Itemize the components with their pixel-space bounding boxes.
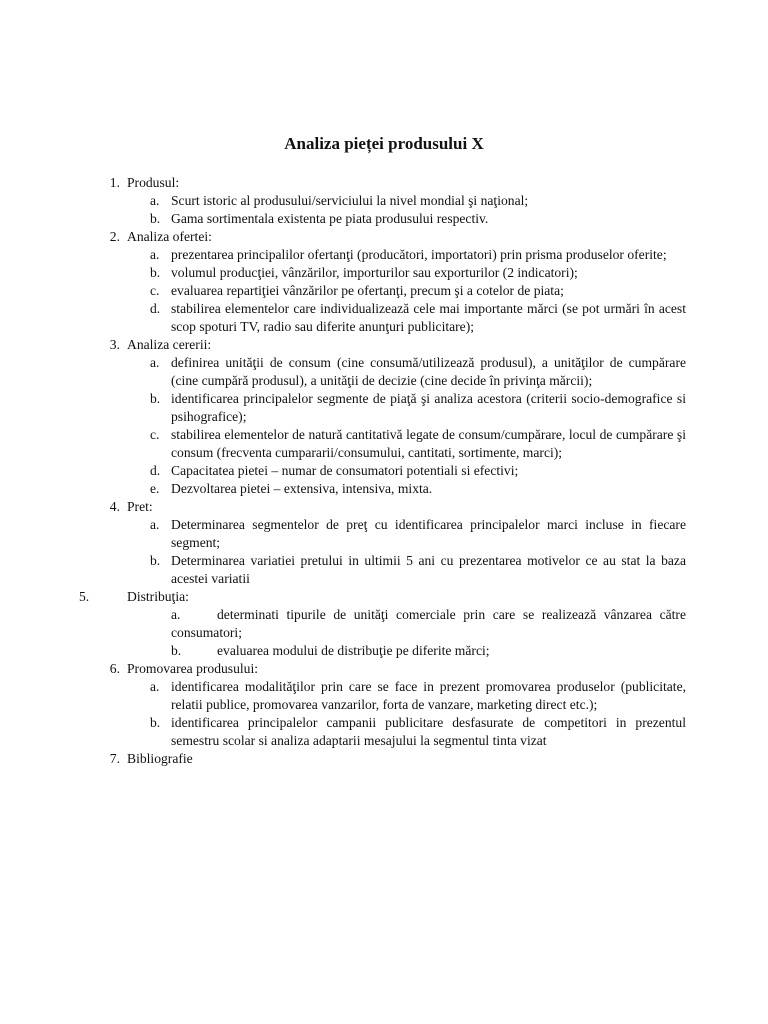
item-text: Gama sortimentala existenta pe piata produsului respectiv.	[171, 211, 489, 226]
item-letter: b.	[150, 553, 161, 568]
section-number: 6.	[109, 661, 120, 676]
item-letter: a.	[150, 355, 160, 370]
list-item	[0, 210, 768, 228]
list-item	[0, 552, 768, 588]
item-letter: a.	[150, 247, 160, 262]
item-letter: a.	[171, 607, 181, 622]
item-text: volumul producţiei, vânzărilor, importurilor sau exporturilor (2 indicatori);	[171, 265, 578, 280]
item-letter: e.	[150, 481, 160, 496]
item-text: evaluarea repartiţiei vânzărilor pe ofertanţi, precum şi a cotelor de piata;	[171, 283, 564, 298]
section-number: 3.	[109, 337, 120, 352]
section-label: Produsul:	[127, 175, 180, 190]
document-title: Analiza pieței produsului X	[284, 134, 484, 153]
section-label: Analiza cererii:	[127, 337, 212, 352]
item-letter: a.	[150, 517, 160, 532]
list-item	[0, 282, 768, 300]
item-text: Determinarea segmentelor de preţ cu identificarea principalelor marci incluse in fiecare segment;	[171, 517, 686, 550]
section-heading	[0, 750, 768, 768]
list-item	[0, 516, 768, 552]
section-heading	[0, 660, 768, 678]
section-number: 4.	[109, 499, 120, 514]
list-item	[0, 480, 768, 498]
section-heading	[0, 588, 768, 606]
list-item	[0, 714, 768, 750]
item-text: identificarea modalităţilor prin care se face in prezent promovarea produselor (publicitate, relatii publice, promovarea vanzarilor, forta de vanzare, marketing direct etc.);	[171, 679, 686, 712]
item-text: identificarea principalelor campanii publicitare desfasurate de competitori in prezentul semestru scolar si analiza adaptarii mesajului la segmentul tinta vizat	[171, 715, 686, 748]
item-text: definirea unităţii de consum (cine consumă/utilizează produsul), a unităţilor de cumpărare (cine cumpără produsul), a unităţii de decizie (cine decide în privinţa mărcii);	[171, 355, 686, 388]
item-letter: b.	[150, 211, 161, 226]
list-item	[0, 390, 768, 426]
item-text: prezentarea principalilor ofertanţi (producători, importatori) prin prisma produselor oferite;	[171, 247, 667, 262]
list-item	[0, 606, 768, 642]
item-text: identificarea principalelor segmente de piaţă şi analiza acestora (criterii socio-demografice si psihografice);	[171, 391, 686, 424]
section-label: Promovarea produsului:	[127, 661, 259, 676]
list-item	[0, 246, 768, 264]
section-number: 7.	[109, 751, 120, 766]
item-letter: c.	[150, 283, 160, 298]
section-number: 5.	[79, 589, 90, 604]
item-letter: a.	[150, 193, 160, 208]
list-item	[0, 642, 768, 660]
item-text: stabilirea elementelor de natură cantitativă legate de consum/cumpărare, locul de cumpărare şi consum (frecventa cumpararii/consumului, cantitati, sortimente, marci);	[171, 427, 686, 460]
item-text: Capacitatea pietei – numar de consumatori potentiali si efectivi;	[171, 463, 519, 478]
item-letter: a.	[150, 679, 160, 694]
section-heading	[0, 174, 768, 192]
section-label: Pret:	[127, 499, 153, 514]
outline-list	[0, 174, 768, 768]
item-letter: b.	[150, 391, 161, 406]
item-letter: c.	[150, 427, 160, 442]
item-text: Scurt istoric al produsului/serviciului la nivel mondial şi naţional;	[171, 193, 529, 208]
item-letter: b.	[150, 715, 161, 730]
list-item	[0, 300, 768, 336]
section-label: Bibliografie	[127, 751, 193, 766]
list-item	[0, 354, 768, 390]
item-letter: b.	[150, 265, 161, 280]
section-label: Distribuţia:	[127, 589, 189, 604]
section-heading	[0, 228, 768, 246]
item-text: determinati tipurile de unităţi comerciale prin care se realizează vânzarea către consumatori;	[171, 607, 686, 640]
section-number: 1.	[109, 175, 120, 190]
list-item	[0, 426, 768, 462]
item-letter: b.	[171, 643, 182, 658]
list-item	[0, 264, 768, 282]
list-item	[0, 678, 768, 714]
section-heading	[0, 336, 768, 354]
item-text: Dezvoltarea pietei – extensiva, intensiva, mixta.	[171, 481, 433, 496]
item-text: Determinarea variatiei pretului in ultimii 5 ani cu prezentarea motivelor ce au stat la baza acestei variatii	[171, 553, 686, 586]
list-item	[0, 462, 768, 480]
item-letter: d.	[150, 463, 161, 478]
section-number: 2.	[109, 229, 120, 244]
section-heading	[0, 498, 768, 516]
list-item	[0, 192, 768, 210]
item-text: stabilirea elementelor care individualizează cele mai importante mărci (se pot urmări în acest scop spoturi TV, radio sau diferite anunţuri publicitare);	[171, 301, 686, 334]
item-letter: d.	[150, 301, 161, 316]
item-text: evaluarea modului de distribuţie pe diferite mărci;	[217, 643, 490, 658]
section-label: Analiza ofertei:	[127, 229, 212, 244]
